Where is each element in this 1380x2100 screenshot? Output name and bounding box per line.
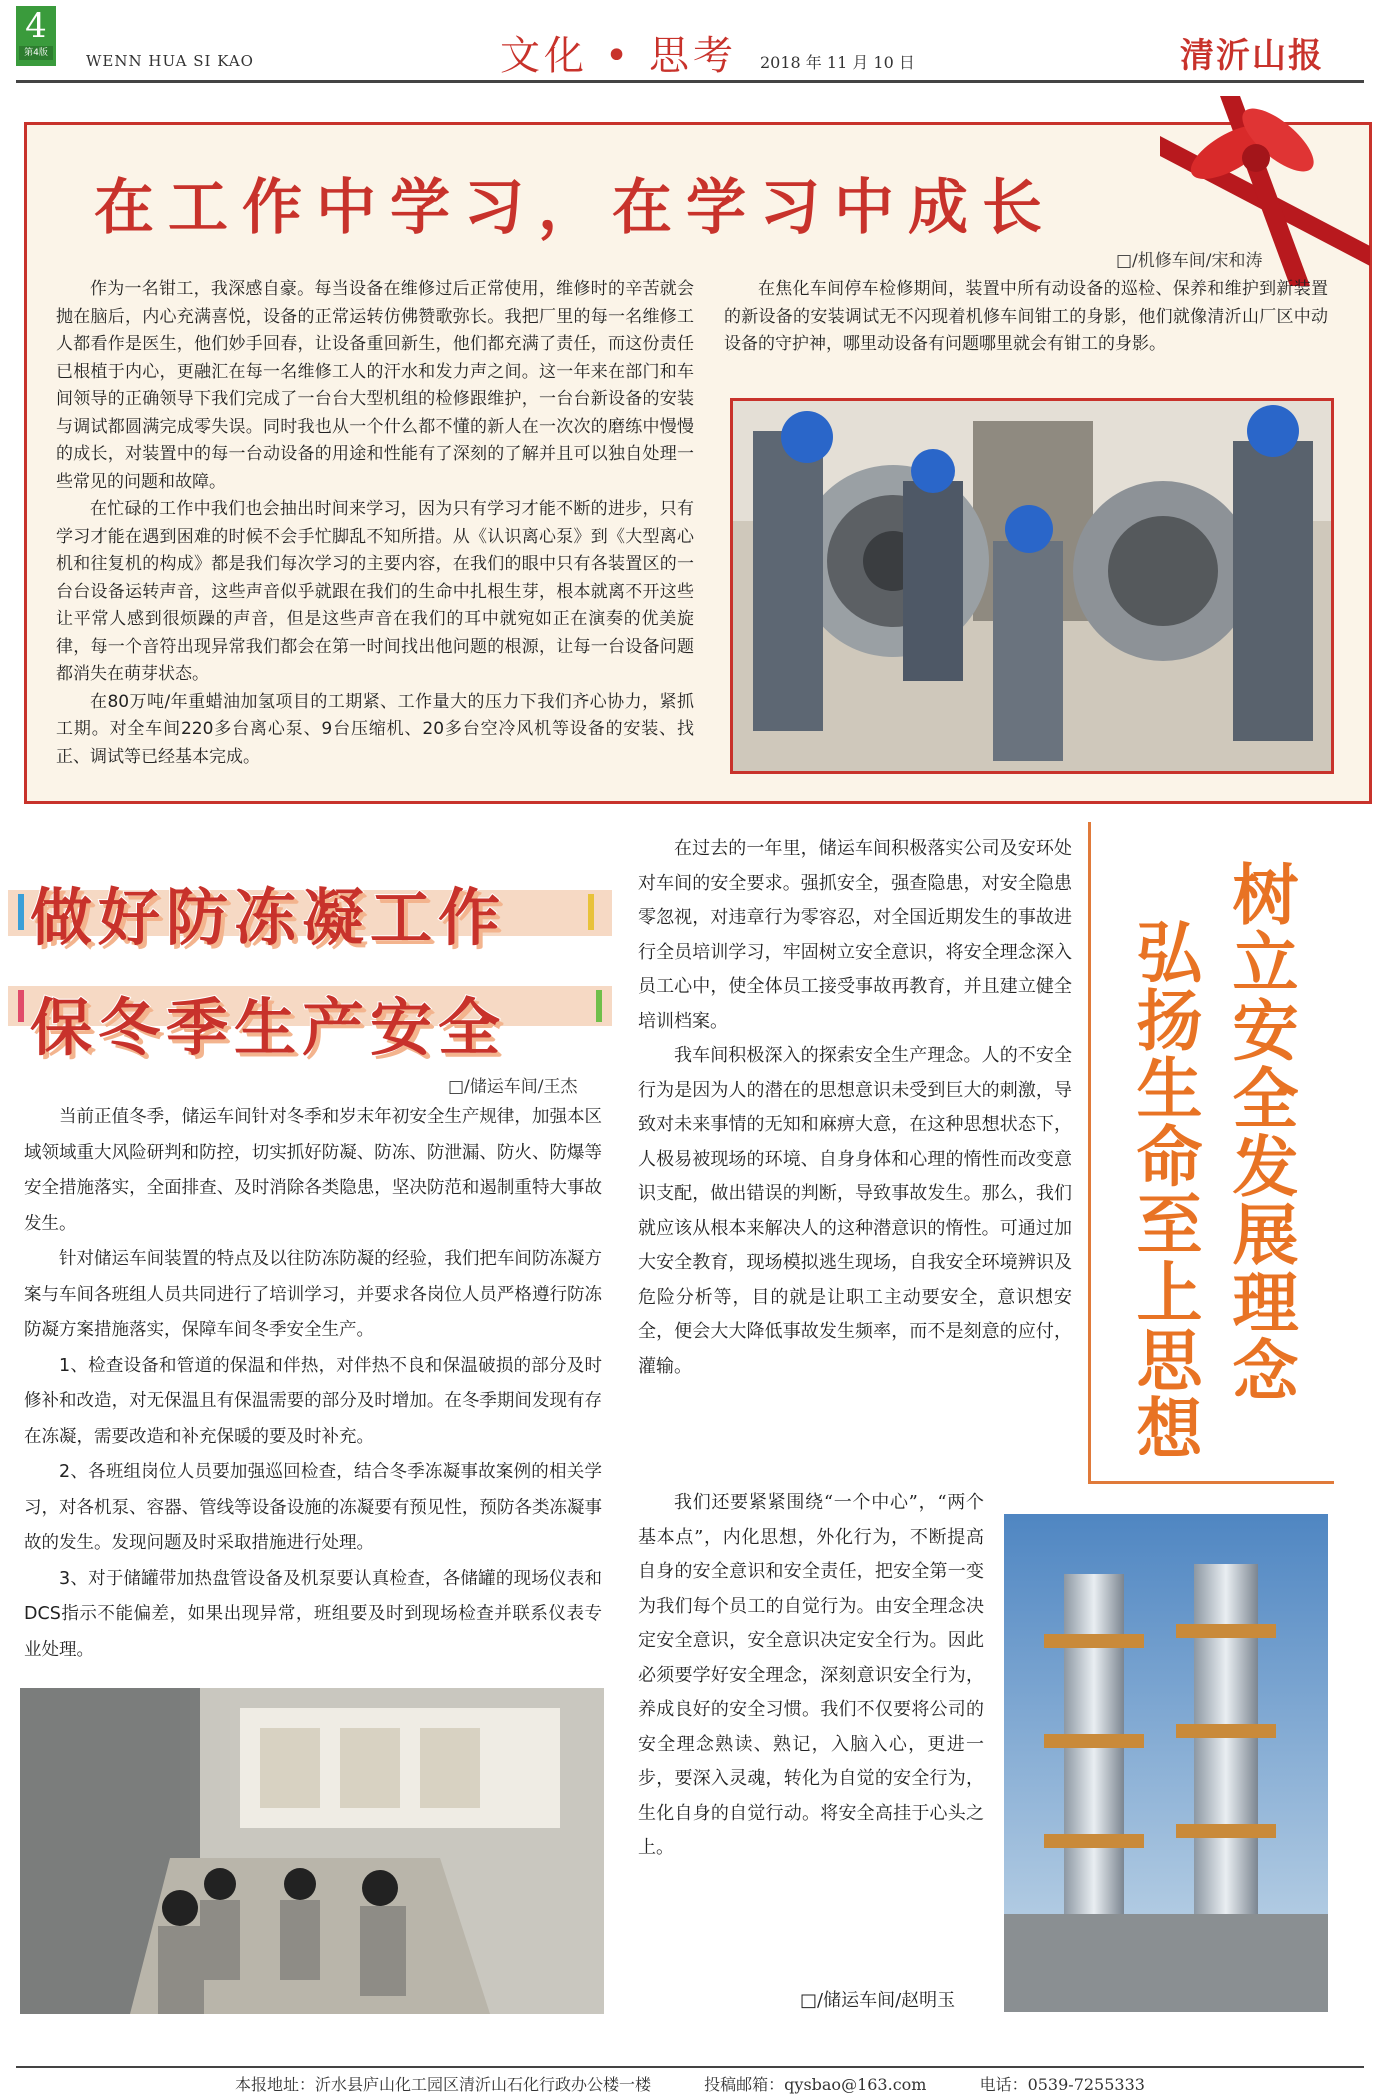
paragraph: 在过去的一年里，储运车间积极落实公司及安环处对车间的安全要求。强抓安全，强查隐患，对安全隐患零忽视，对违章行为零容忍，对全国近期发生的事故进行全员培训学习，牢固树立安全意识，将安全理念深入员工心中，使全体员工接受事故再教育，并且建立健全培训档案。 [638,838,1072,1032]
refinery-towers-photo [1004,1514,1328,2012]
page-number-badge [16,6,56,66]
safety-article-body [638,832,1072,1384]
header-divider [16,80,1364,83]
footer-phone: 电话：0539-7255333 [979,2075,1145,2094]
page-number: 4 [25,6,47,46]
paragraph: 在80万吨/年重蜡油加氢项目的工期紧、工作量大的压力下我们齐心协力，紧抓工期。对全车间220多台离心泵、9台压缩机、20多台空冷风机等设备的安装、找正、调试等已经基本完成。 [56,691,694,767]
paragraph: 2、各班组岗位人员要加强巡回检查，结合冬季冻凝事故案例的相关学习，对各机泵、容器、管线等设备设施的冻凝要有预见性，预防各类冻凝事故的发生。发现问题及时采取措施进行处理。 [24,1462,602,1553]
paragraph: 当前正值冬季，储运车间针对冬季和岁末年初安全生产规律，加强本区域领域重大风险研判和防控，切实抓好防凝、防冻、防泄漏、防火、防爆等安全措施落实，全面排查、及时消除各类隐患，坚决防范和遏制重特大事故发生。 [24,1107,602,1234]
page-badge-label: 第4版 [19,46,53,60]
footer-divider [16,2066,1364,2068]
safety-title-column2: 弘扬生命至上思想 [1125,918,1202,1462]
winter-article-body [24,1100,602,1668]
footer-address: 本报地址：沂水县庐山化工园区清沂山石化行政办公楼一楼 [235,2075,652,2094]
paragraph: 1、检查设备和管道的保温和伴热，对伴热不良和保温破损的部分及时修补和改造，对无保温且有保温需要的部分及时增加。在冬季期间发现有存在冻凝，需要改造和补充保暖的要及时补充。 [24,1355,602,1447]
winter-article-byline: □/储运车间/王杰 [448,1077,578,1097]
safety-article-byline: □/储运车间/赵明玉 [800,1990,956,2011]
paragraph: 3、对于储罐带加热盘管设备及机泵要认真检查，各储罐的现场仪表和DCS指示不能偏差，如果出现异常，班组要及时到现场检查并联系仪表专业处理。 [24,1568,602,1660]
top-article-right-column [724,276,1328,359]
top-article-title: 在工作中学习，在学习中成长 [94,173,1056,243]
paragraph: 在忙碌的工作中我们也会抽出时间来学习，因为只有学习才能不断的进步，只有学习才能在遇到困难的时候不会手忙脚乱不知所措。从《认识离心泵》到《大型离心机和往复机的构成》都是我们每次学习的主要内容，在我们的眼中只有各装置区的一台台设备运转声音，这些声音似乎就跟在我们的生命中扎根生芽，根本就离不开这些让平常人感到很烦躁的声音，但是这些声音在我们的耳中就宛如正在演奏的优美旋律，每一个音符出现异常我们都会在第一时间找出他问题的根源，让每一台设备问题都消失在萌芽状态。 [56,499,694,684]
paragraph: 我们还要紧紧围绕“一个中心”，“两个基本点”，内化思想，外化行为，不断提高自身的安全意识和安全责任，把安全第一变为我们每个员工的自觉行为。由安全理念决定安全意识，安全意识决定安全行为。因此必须要学好安全理念，深刻意识安全行为，养成良好的安全习惯。我们不仅要将公司的安全理念熟读、熟记，入脑入心，更进一步，要深入灵魂，转化为自觉的安全行为，生化自身的自觉行动。将安全高挂于心头之上。 [638,1492,984,1858]
paragraph: 我车间积极深入的探索安全生产理念。人的不安全行为是因为人的潜在的思想意识未受到巨大的刺激，导致对未来事情的无知和麻痹大意，在这种思想状态下，人极易被现场的环境、自身身体和心理的惰性而改变意识支配，做出错误的判断，导致事故发生。那么，我们就应该从根本来解决人的这种潜意识的惰性。可通过加大安全教育，现场模拟逃生现场，自我安全环境辨识及危险分析等，目的就是让职工主动要安全，意识想安全，便会大大降低事故发生频率，而不是刻意的应付，灌输。 [638,1045,1072,1377]
top-article-left-column [56,276,694,771]
safety-article-body-continued [638,1486,984,1866]
issue-date: 2018 年 11 月 10 日 [760,53,915,72]
top-article-byline: □/机修车间/宋和涛 [1116,251,1263,271]
workers-repairing-equipment-photo [730,398,1334,774]
footer [0,2072,1380,2095]
paragraph: 在焦化车间停车检修期间，装置中所有动设备的巡检、保养和维护到新装置的新设备的安装调试无不闪现着机修车间钳工的身影，他们就像清沂山厂区中动设备的守护神，哪里动设备有问题哪里就会有钳工的身影。 [724,279,1328,354]
safety-title-column1: 树立安全发展理念 [1221,860,1298,1404]
section-title: 文化 • 思考 [500,33,738,79]
paragraph: 针对储运车间装置的特点及以往防冻防凝的经验，我们把车间防冻凝方案与车间各班组人员共同进行了培训学习，并要求各岗位人员严格遵行防冻防凝方案措施落实，保障车间冬季安全生产。 [24,1249,602,1340]
footer-email: 投稿邮箱：qysbao@163.com [704,2075,927,2094]
staff-training-room-photo [20,1688,604,2014]
winter-article-title-line2: 保冬季生产安全 [30,991,507,1064]
section-pinyin: WENN HUA SI KAO [86,52,254,70]
winter-article-title-line1: 做好防冻凝工作 [30,881,507,954]
paragraph: 作为一名钳工，我深感自豪。每当设备在维修过后正常使用，维修时的辛苦就会抛在脑后，内心充满喜悦，设备的正常运转仿佛赞歌弥长。我把厂里的每一名维修工人都看作是医生，他们妙手回春，让设备重回新生，他们都充满了责任，而这份责任已根植于内心，更融汇在每一名维修工人的汗水和发力声之间。这一年来在部门和车间领导的正确领导下我们完成了一台台大型机组的检修跟维护，一台台新设备的安装与调试都圆满完成零失误。同时我也从一个什么都不懂的新人在一次次的磨练中慢慢的成长，对装置中的每一台动设备的用途和性能有了深刻的了解并且可以独自处理一些常见的问题和故障。 [56,279,694,492]
newspaper-name: 清沂山报 [1180,36,1324,76]
